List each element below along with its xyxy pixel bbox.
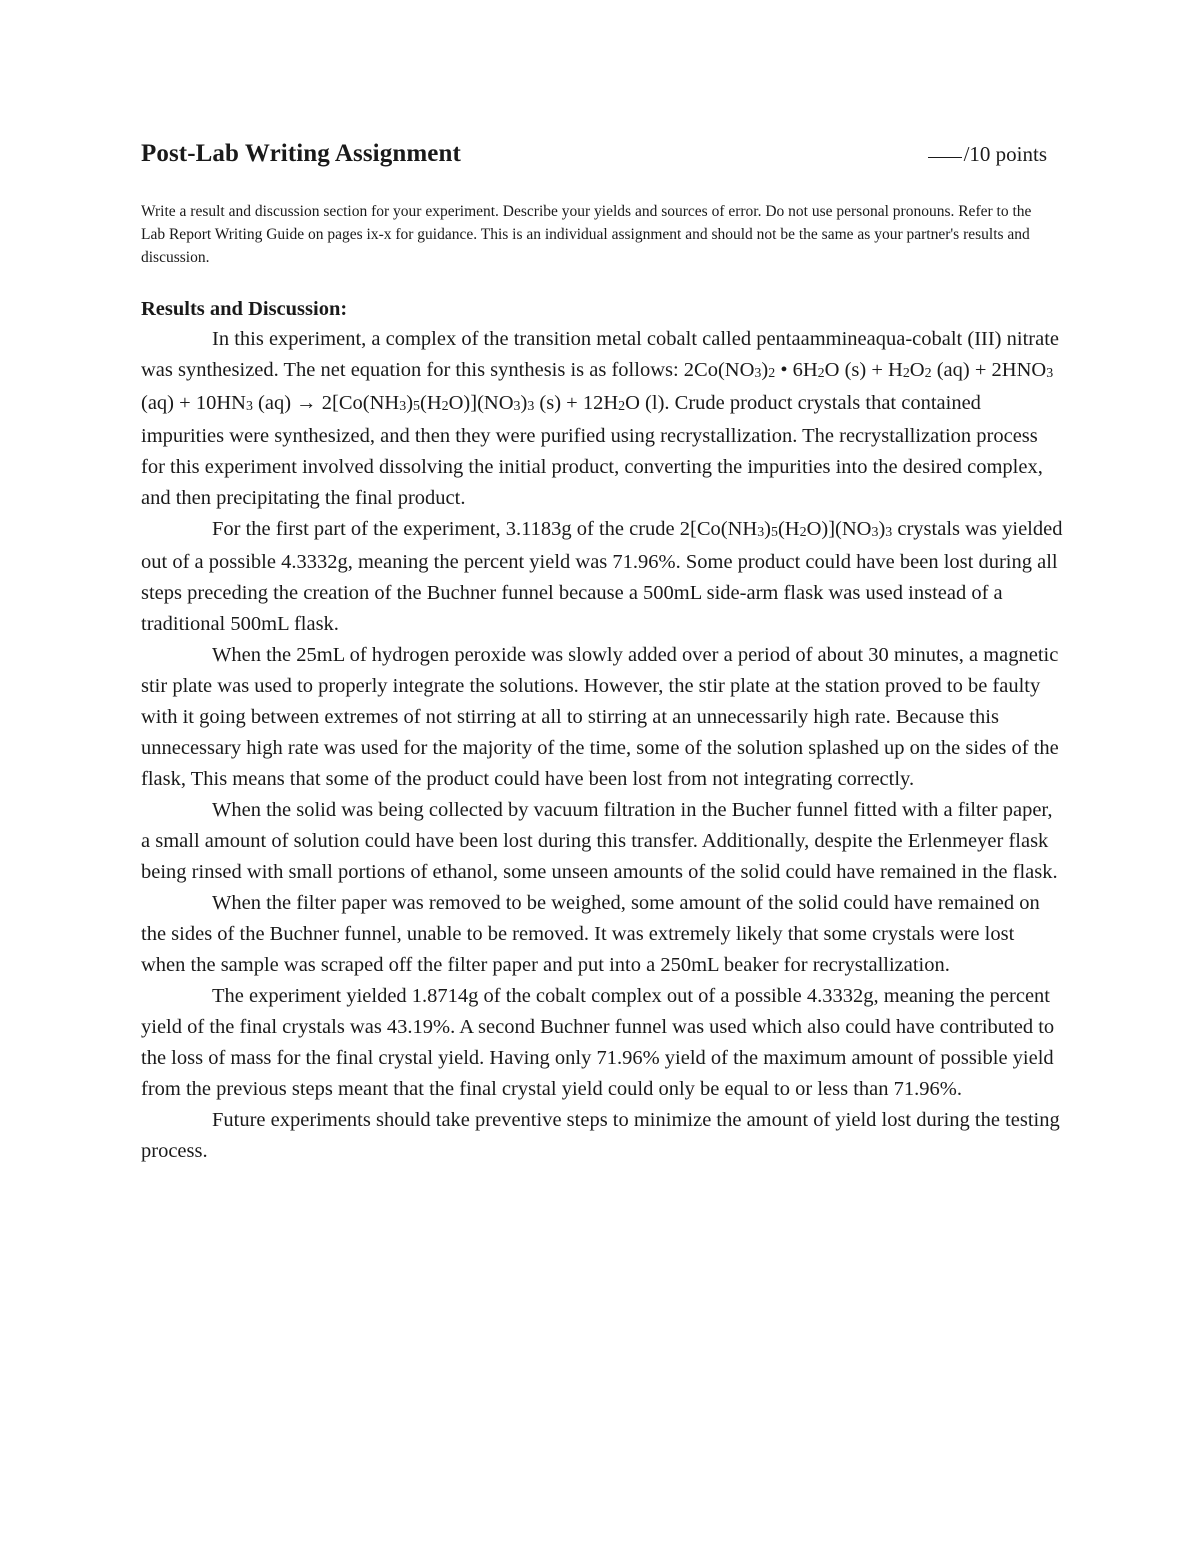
- document-page: [141, 140, 1063, 1167]
- paragraph-2: For the first part of the experiment, 3.1183g of the crude $2[Co(NH_3)_5(H_2O)](NO_3)_3$ crystals was yielded out of a possible 4.3332g, meaning the percent yield was 71.96%. Some product could have been lost during all steps preceding the creation of the Buchner funnel because a 500mL side-arm flask was used instead of a traditional 500mL flask.: [141, 518, 1063, 635]
- paragraph-7: Future experiments should take preventive steps to minimize the amount of yield lost during the testing process.: [141, 1109, 1060, 1162]
- points-label: /10 points: [963, 142, 1047, 166]
- paragraph-5: When the filter paper was removed to be weighed, some amount of the solid could have remained on the sides of the Buchner funnel, unable to be removed. It was extremely likely that some crystals were lost when the sample was scraped off the filter paper and put into a 250mL beaker for recrystallization.: [141, 892, 1040, 976]
- points-field: [928, 142, 1047, 167]
- paragraph-3: When the 25mL of hydrogen peroxide was slowly added over a period of about 30 minutes, a magnetic stir plate was used to properly integrate the solutions. However, the stir plate at the station proved to be faulty with it going between extremes of not stirring at all to stirring at an unnecessarily high rate. Because this unnecessary high rate was used for the majority of the time, some of the solution splashed up on the sides of the flask, This means that some of the product could have been lost from not integrating correctly.: [141, 644, 1059, 790]
- paragraph-6: The experiment yielded 1.8714g of the cobalt complex out of a possible 4.3332g, meaning the percent yield of the final crystals was 43.19%. A second Buchner funnel was used which also could have contributed to the loss of mass for the final crystal yield. Having only 71.96% yield of the maximum amount of possible yield from the previous steps meant that the final crystal yield could only be equal to or less than 71.96%.: [141, 985, 1055, 1100]
- results-body: [141, 324, 1063, 1167]
- header-row: [141, 140, 1063, 180]
- assignment-title: Post-Lab Writing Assignment: [141, 140, 461, 167]
- paragraph-4: When the solid was being collected by vacuum filtration in the Bucher funnel fitted with a filter paper, a small amount of solution could have been lost during this transfer. Additionally, despite the Erlenmeyer flask being rinsed with small portions of ethanol, some unseen amounts of the solid could have remained in the flask.: [141, 799, 1058, 883]
- instructions-text: Write a result and discussion section for your experiment. Describe your yields and sources of error. Do not use personal pronouns. Refer to the Lab Report Writing Guide on pages ix-x for guidance. This is an individual assignment and should not be the same as your partner's results and discussion.: [141, 203, 1032, 266]
- score-blank: [928, 157, 962, 158]
- paragraph-1: In this experiment, a complex of the transition metal cobalt called pentaammineaqua-cobalt (III) nitrate was synthesized. The net equation for this synthesis is as follows: $2Co(NO_3)_2$ • $6H_2O$ $(s) + H_2O_2$ $(aq) + 2HNO_3$ $(aq) + 10HN_3$ $(aq) \to 2[Co(NH_3)_5(H_2O)](NO_3)_3$ $(s) + 12H_2O$ (l). Crude product crystals that contained impurities were synthesized, and then they were purified using recrystallization. The recrystallization process for this experiment involved dissolving the initial product, converting the impurities into the desired complex, and then precipitating the final product.: [141, 328, 1059, 509]
- results-heading: Results and Discussion:: [141, 298, 348, 320]
